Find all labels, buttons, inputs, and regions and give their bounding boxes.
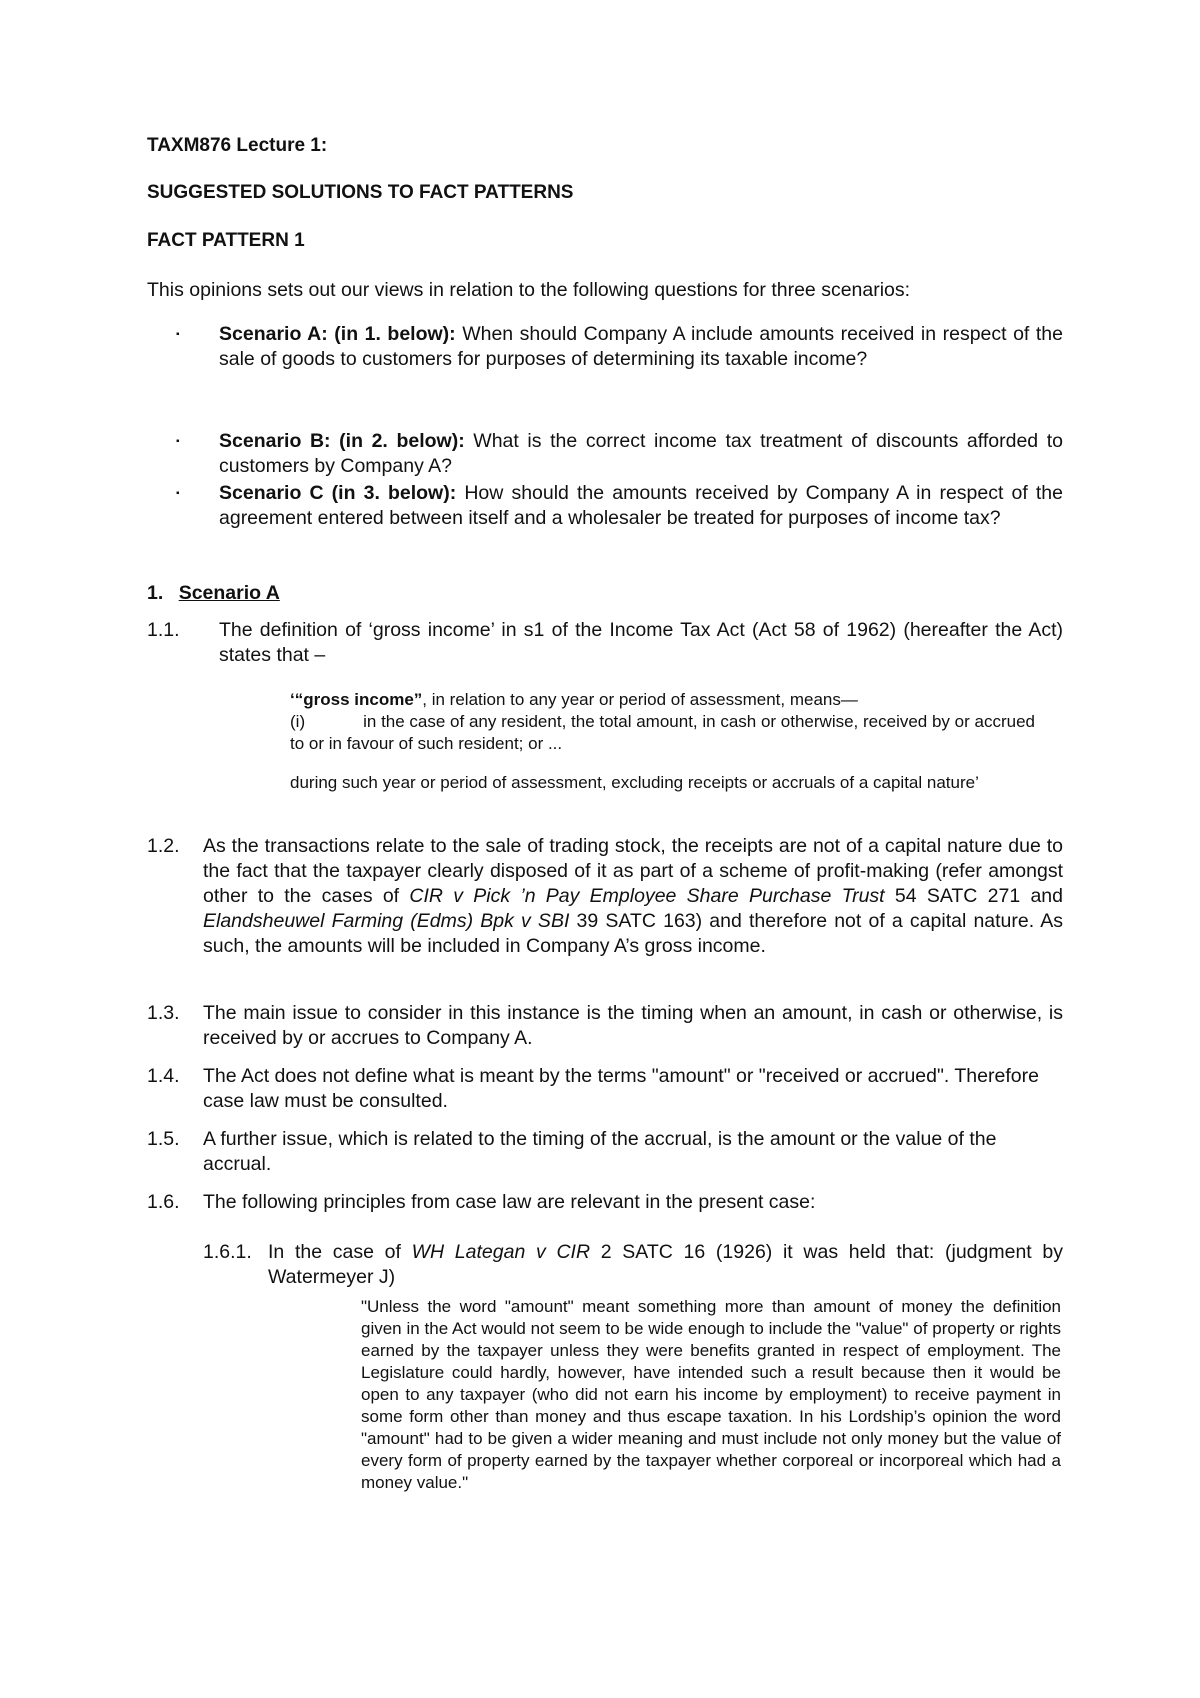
item-text: in the case of any resident, the total amount, in cash or otherwise, received by or accrued to or in favour of such resident; or ...	[290, 712, 1035, 753]
defined-term: gross income”	[303, 690, 423, 709]
bullet-label: Scenario C (in 3. below):	[219, 482, 457, 504]
paragraph-number: 1.1.	[147, 619, 180, 641]
section-number: 1.	[147, 582, 164, 604]
case-citation: WH Lategan v CIR	[411, 1241, 591, 1263]
paragraph-number: 1.2.	[147, 835, 180, 857]
bullet-icon: ▪	[176, 436, 180, 447]
bullet-icon: ▪	[176, 488, 180, 499]
case-citation: Elandsheuwel Farming (Edms) Bpk v SBI	[203, 910, 570, 932]
paragraph-text: 39 SATC 163) and therefore not of a capital nature. As such, the amounts will be included in Company A’s gross income.	[203, 910, 1063, 957]
paragraph-number: 1.6.	[147, 1191, 180, 1213]
bullet-text: When should Company A include amounts received in respect of the sale of goods to customers for purposes of determining its taxable income?	[219, 323, 1063, 370]
case-citation: CIR v Pick ’n Pay Employee Share Purchase Trust	[409, 885, 885, 907]
paragraph-1-2	[203, 834, 1063, 959]
bullet-label: Scenario A: (in 1. below):	[219, 323, 456, 345]
paragraph-text: 2 SATC 16 (1926) it was held that: (judgment by Watermeyer J)	[268, 1241, 1064, 1288]
quote-open: ‘“	[290, 690, 304, 709]
bullet-scenario-b	[219, 429, 1063, 479]
bullet-scenario-a	[219, 322, 1063, 372]
scenario-a-heading	[147, 582, 280, 605]
section-title: Scenario A	[178, 582, 280, 604]
paragraph-text: As the transactions relate to the sale of trading stock, the receipts are not of a capital nature due to the fact that the taxpayer clearly disposed of it as part of a scheme of profit-making (refer amongst other to the cases of	[203, 835, 1063, 907]
lategan-judgment-quote: "Unless the word "amount" meant something more than amount of money the definition given in the Act would not seem to be wide enough to include the "value" of property or rights earned by the taxpayer unless they were benefits granted in respect of employment. The Legislature could hardly, however, have intended such a result because then it would be open to any taxpayer (who did not earn his income by employment) to receive payment in some form other than money and thus escape taxation. In his Lordship’s opinion the word "amount" had to be given a wider meaning and must include not only money but the value of every form of property earned by the taxpayer whether corporeal or incorporeal which had a money value."	[361, 1297, 1061, 1492]
paragraph-1-5: A further issue, which is related to the timing of the accrual, is the amount or the value of the accrual.	[203, 1128, 997, 1175]
paragraph-number: 1.4.	[147, 1065, 180, 1087]
document-subtitle: SUGGESTED SOLUTIONS TO FACT PATTERNS	[147, 182, 574, 203]
fact-pattern-heading: FACT PATTERN 1	[147, 230, 305, 251]
bullet-label: Scenario B: (in 2. below):	[219, 430, 465, 452]
paragraph-1-3: The main issue to consider in this instance is the timing when an amount, in cash or otherwise, is received by or accrues to Company A.	[203, 1002, 1063, 1049]
bullet-text: How should the amounts received by Company A in respect of the agreement entered between itself and a wholesaler be treated for purposes of income tax?	[219, 482, 1063, 529]
paragraph-1-6-1	[268, 1240, 1063, 1290]
document-title: TAXM876 Lecture 1:	[147, 135, 328, 156]
paragraph-1-4: The Act does not define what is meant by the terms "amount" or "received or accrued". Therefore case law must be consulted.	[203, 1065, 1039, 1112]
definition-item-i	[290, 711, 1050, 755]
paragraph-text: 54 SATC 271 and	[884, 885, 1063, 907]
item-label: (i)	[290, 712, 306, 731]
paragraph-1-6: The following principles from case law are relevant in the present case:	[203, 1191, 816, 1213]
definition-closing: during such year or period of assessment, excluding receipts or accruals of a capital nature’	[290, 773, 979, 792]
paragraph-1-1: The definition of ‘gross income’ in s1 of the Income Tax Act (Act 58 of 1962) (hereafter the Act) states that –	[219, 619, 1063, 666]
intro-paragraph: This opinions sets out our views in relation to the following questions for three scenarios:	[147, 279, 911, 301]
bullet-icon: ▪	[176, 329, 180, 340]
definition-text: , in relation to any year or period of assessment, means—	[422, 690, 858, 709]
gross-income-definition	[290, 689, 1050, 711]
bullet-text: What is the correct income tax treatment of discounts afforded to customers by Company A?	[219, 430, 1063, 477]
paragraph-number: 1.5.	[147, 1128, 180, 1150]
paragraph-text: In the case of	[268, 1241, 412, 1263]
bullet-scenario-c	[219, 481, 1063, 531]
paragraph-number: 1.3.	[147, 1002, 180, 1024]
paragraph-number: 1.6.1.	[203, 1241, 252, 1263]
